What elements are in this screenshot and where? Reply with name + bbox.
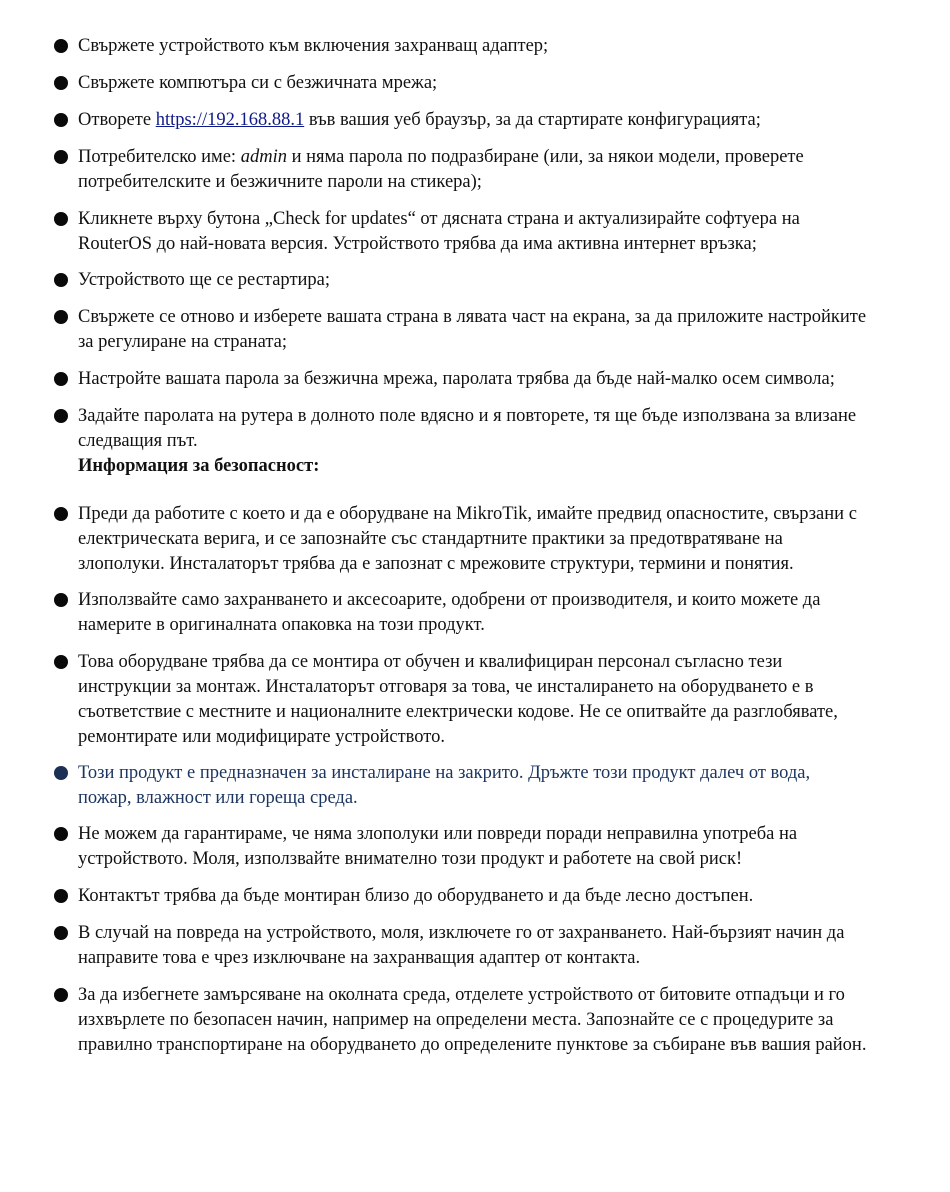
setup-step-7: Свържете се отново и изберете вашата страна в лявата част на екрана, за да приложите настройките за регулиране на страната; — [78, 307, 867, 352]
setup-step-3 — [78, 108, 868, 133]
bullet-icon — [54, 76, 68, 90]
bullet-icon — [54, 926, 68, 940]
bullet-icon — [54, 212, 68, 226]
setup-step-5: Кликнете върху бутона „Check for updates“ от дясната страна и актуализирайте софтуера на RouterOS до най-новата версия. Устройството трябва да има активна интернет връзка; — [78, 209, 800, 254]
safety-item-7: В случай на повреда на устройството, моля, изключете го от захранването. Най-бързият начин да направите това е чрез изключване на захранващия адаптер от контакта. — [78, 923, 845, 968]
safety-item-2: Използвайте само захранването и аксесоарите, одобрени от производителя, и които можете да намерите в оригиналната опаковка на този продукт. — [78, 590, 821, 635]
bullet-icon — [54, 409, 68, 423]
bullet-icon — [54, 827, 68, 841]
safety-item-5: Не можем да гарантираме, че няма злополуки или повреди поради неправилна употреба на устройството. Моля, използвайте внимателно този продукт и работете на свой риск! — [78, 824, 798, 869]
setup-step-4-suffix: и няма парола по подразбиране (или, за някои модели, проверете потребителските и безжичните пароли на стикера); — [78, 147, 804, 192]
bullet-icon — [54, 507, 68, 521]
setup-step-9: Задайте паролата на рутера в долното поле вдясно и я повторете, тя ще бъде използвана за влизане следващия път. — [78, 406, 857, 451]
bullet-icon — [54, 988, 68, 1002]
bullet-icon — [54, 655, 68, 669]
setup-step-6: Устройството ще се рестартира; — [78, 270, 331, 290]
bullet-icon — [54, 593, 68, 607]
setup-step-8: Настройте вашата парола за безжична мрежа, паролата трябва да бъде най-малко осем символа; — [78, 369, 835, 389]
safety-heading: Информация за безопасност: — [78, 456, 320, 476]
setup-step-3-suffix: във вашия уеб браузър, за да стартирате конфигурацията; — [304, 110, 761, 130]
setup-step-1: Свържете устройството към включения захранващ адаптер; — [78, 36, 549, 56]
bullet-icon — [54, 310, 68, 324]
setup-step-4-prefix: Потребителско име: — [78, 147, 241, 167]
config-url-link[interactable]: https://192.168.88.1 — [155, 110, 305, 130]
bullet-icon — [54, 150, 68, 164]
safety-item-3: Това оборудване трябва да се монтира от обучен и квалифициран персонал съгласно тези инструкции за монтаж. Инсталаторът отговаря за това, че инсталирането на оборудването е в съответствие с местните и националните електрически кодове. Не се опитвайте да разглобявате, ремонтирате или модифицирате устройството. — [78, 652, 838, 747]
setup-step-3-prefix: Отворете — [78, 110, 156, 130]
setup-step-2: Свържете компютъра си с безжичната мрежа; — [78, 73, 438, 93]
safety-item-8: За да избегнете замърсяване на околната среда, отделете устройството от битовите отпадъци и го изхвърлете по безопасен начин, например на определени места. Запознайте се с процедурите за правилно транспортиране на оборудването до определените пунктове за събиране във вашия район. — [78, 985, 867, 1055]
bullet-icon — [54, 372, 68, 386]
bullet-icon — [54, 889, 68, 903]
bullet-icon — [54, 273, 68, 287]
safety-item-1: Преди да работите с което и да е оборудване на MikroTik, имайте предвид опасностите, свързани с електрическата верига, и се запознайте със стандартните практики за предотвратяване на злополуки. Инсталаторът трябва да е запознат с мрежовите структури, термини и понятия. — [78, 504, 857, 574]
bullet-icon — [54, 39, 68, 53]
setup-step-4 — [78, 145, 868, 195]
username-value: admin — [240, 147, 287, 167]
safety-item-6: Контактът трябва да бъде монтиран близо до оборудването и да бъде лесно достъпен. — [78, 886, 754, 906]
safety-item-4: Този продукт е предназначен за инсталиране на закрито. Дръжте този продукт далеч от вода, пожар, влажност или гореща среда. — [78, 763, 811, 808]
bullet-icon — [54, 113, 68, 127]
bullet-icon — [54, 766, 68, 780]
